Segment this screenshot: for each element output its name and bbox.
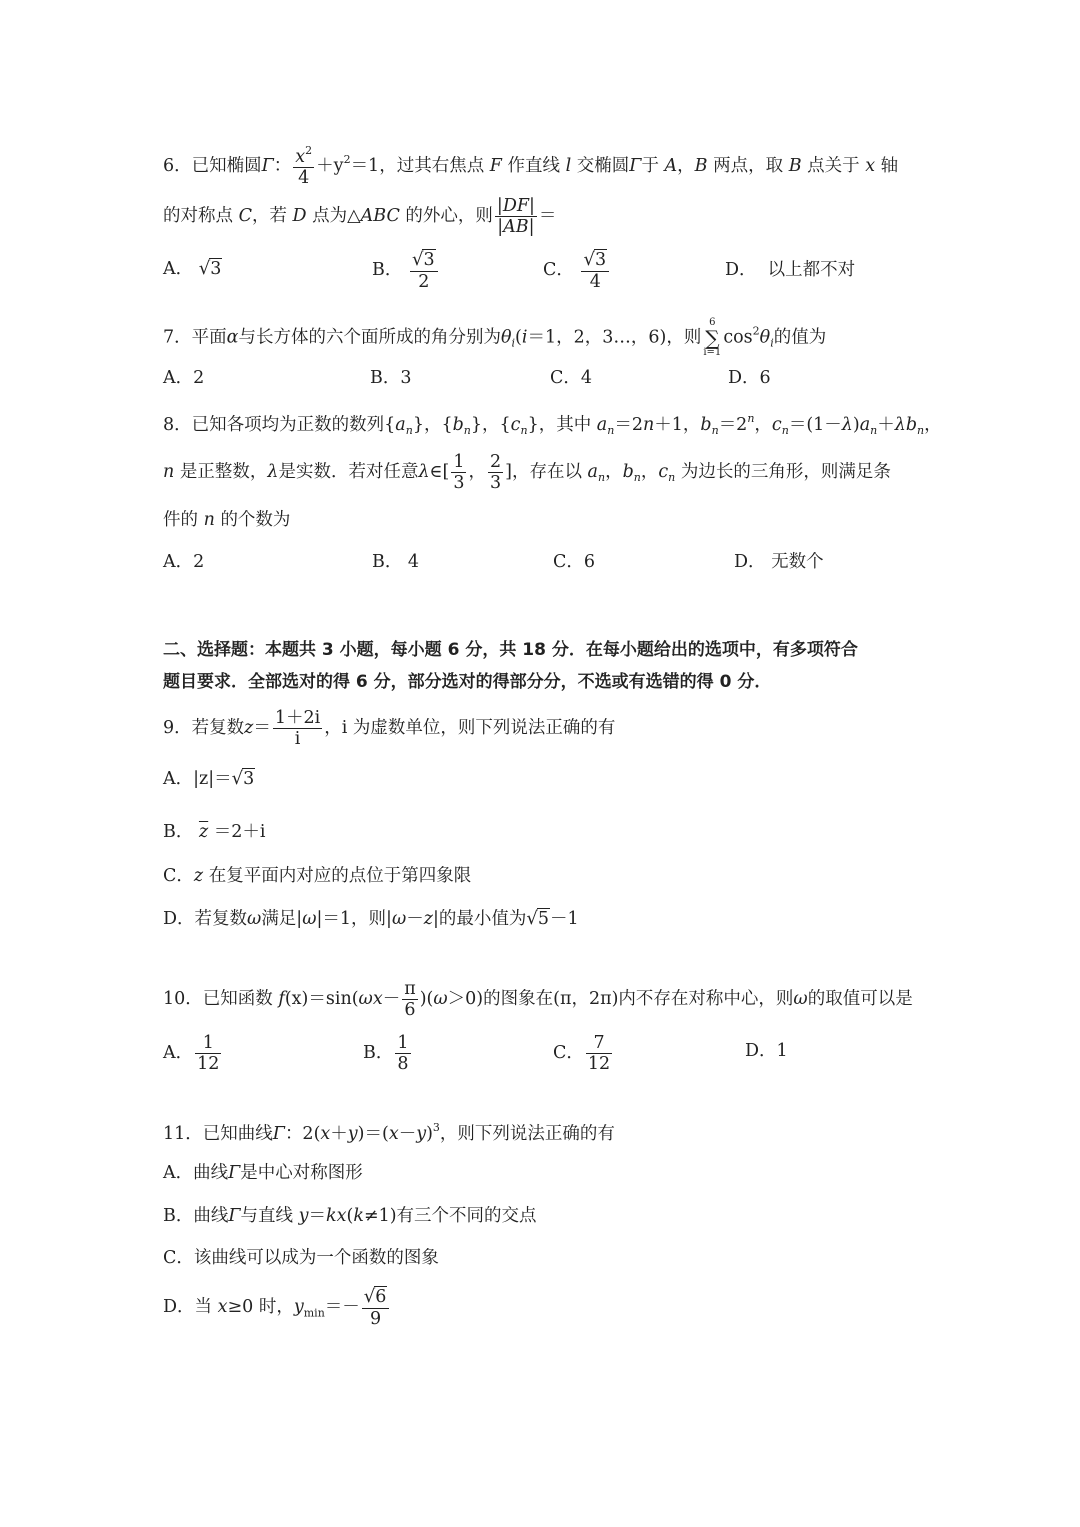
q10-t4: 的取值可以是 [807,989,913,1010]
q7-paren: ( [515,327,522,348]
q9-num: 1＋2i [274,708,321,728]
q6-text3: 交椭圆 [576,156,630,177]
q9-z2: z [193,866,204,886]
q11-d-radicand: 6 [375,1287,387,1307]
omega-symbol-2: ω [302,909,317,929]
q6-b-den: 2 [418,271,430,292]
q6-l2-text1: 的对称点 [163,206,233,227]
q8-c: c [510,415,521,435]
q11-t3: ) [426,1124,433,1144]
q6-b-label: B． [372,260,403,281]
lambda-symbol-3: λ [267,462,279,483]
q8-l3-text1: 件的 [163,510,198,530]
lambda-symbol-4: λ [418,462,430,483]
q10-c-den: 12 [587,1054,611,1075]
q9-d-label: D．若复数 [163,909,248,929]
q6-a-radicand: 3 [210,259,222,279]
q6-B: B [694,156,708,177]
q8-sub8: n [917,424,925,437]
omega-symbol: ω [247,909,262,929]
gamma-symbol: Γ [261,156,274,177]
q11-t4: ，则下列说法正确的有 [439,1124,615,1144]
q9-option-b [163,824,266,842]
q8-frac1 [451,452,466,493]
q8-a4: a [587,462,598,483]
q11-d-fraction: $\frac{√6}{9}$ [362,1287,390,1329]
q7-sub-i: i [511,336,516,350]
omega-symbol-3: ω [391,909,407,929]
q8-f2n: 2 [489,452,502,472]
q11-kx: kx [326,1206,347,1226]
q6-C: C [238,206,252,227]
q6-text5: 两点，取 [713,156,784,177]
q9-text1: ，i 为虚数单位，则下列说法正确的有 [324,718,616,739]
q6-text1: ＝1，过其右焦点 [350,156,485,177]
q10-b-num: 1 [397,1033,409,1053]
q9-option-c [163,868,471,886]
q6-x: x [295,147,306,167]
q9-fraction [273,708,322,749]
q11-b1: B．曲线 [163,1206,229,1226]
q10-b-label: B． [363,1042,394,1063]
q9-z: z [244,718,254,739]
q11-b2: 与直线 [240,1206,294,1226]
gamma-symbol-q11b: Γ [228,1206,241,1226]
q11-d3: ＝－ [324,1297,360,1318]
q7-i: i [521,327,528,348]
q7-text2: ＝1，2，3…，6)，则 [527,327,702,348]
q6-number: 6．已知椭圆 [163,156,262,177]
q8-sub: n [405,424,413,437]
q8-sub4: n [607,424,615,437]
theta-symbol: θ [500,327,512,348]
q10-t3: ＞0)的图象在(π，2π)内不存在对称中心，则 [447,989,794,1010]
q8-sub3: n [520,424,528,437]
q7-line1: 7．平面α与长方体的六个面所成的角分别为$\theta_i(i=1$，2，3…，6)，则 6 ∑ i=1 $\cos^2\theta_i$的值为 [163,317,827,358]
q8-in: ∈[ [429,462,450,483]
q8-sub10: n [633,471,641,485]
q9-c-text: 在复平面内对应的点位于第四象限 [208,866,472,886]
q7-option-b: B．3 [370,368,412,388]
q11-plus: ＋ [330,1124,348,1144]
q10-pi: π [404,979,416,999]
q9-option-d: D．若复数ω满足|ω|＝1，则|ω－z|的最小值为√5－1 [163,908,579,929]
q8-close: ]，存在以 [505,462,582,483]
q11-t2: )＝( [357,1124,389,1144]
q6-a-sqrt: √3 [198,258,222,279]
omega-symbol-q10: ω [358,989,373,1010]
q9-b-label: B． [163,822,194,842]
q6-ratio-fraction [495,196,537,237]
q6-plus-y: ＋y [316,156,344,177]
lambda-symbol: λ [841,415,853,435]
q6-text6: 点关于 [807,156,860,177]
q6-option-d [725,262,855,280]
q10-number: 10．已知函数 [163,989,273,1010]
q11-d1: D．当 [163,1297,213,1318]
q9-d-t3: － [406,909,424,929]
q6-c-radicand: 3 [594,250,607,270]
q8-eqa2: ＋1， [654,415,701,435]
q8-eqc: ＝(1－ [788,415,842,435]
q6-l2-text4: 的外心，则 [405,206,493,227]
q10-option-b [363,1033,413,1074]
q8-line3 [163,512,290,530]
q7-text3: 的值为 [773,327,827,348]
q8-line2: n 是正整数，λ是实数．若对任意λ∈[ $\frac{1}{3}$ ， $\frac{2}{3}$ ]，存在以 $a_n$，$b_n$，$c_n$ 为边长的三角形，则满足条 [163,452,891,494]
q8-eqa: ＝2 [614,415,643,435]
q8-n3: n [203,510,215,530]
q11-b5: ≠1)有三个不同的交点 [363,1206,537,1226]
q6-DF: |DF| [496,196,535,216]
q6-F: F [489,156,502,177]
q11-x: x [320,1124,331,1144]
q9-d-t5: －1 [549,909,579,929]
q8-l2-text1: 是正整数， [179,462,268,483]
q7-cos: cos [723,327,753,348]
q7-sub-i2: i [770,336,774,350]
q8-l2-text3: 为边长的三角形，则满足条 [680,462,891,483]
q11-a2: 是中心对称图形 [240,1163,363,1183]
gamma-symbol-2: Γ [629,156,642,177]
q9-eq: ＝ [253,718,271,739]
q11-option-b [163,1208,537,1226]
q6-l2-text2: ，若 [251,206,287,227]
q8-c3: c [658,462,669,483]
q6-eq: ＝ [538,206,557,227]
q6-text7: 轴 [880,156,899,177]
q10-option-c [553,1033,614,1074]
q7-option-c: C．4 [550,368,593,388]
omega-symbol-q10b: ω [433,989,448,1010]
q11-b-y: y [298,1206,309,1226]
q8-b4: b [622,462,634,483]
q11-d-y: y [293,1297,304,1318]
q6-c-label: C． [543,260,574,281]
q6-option-a [163,260,222,279]
q8-b3: b [905,415,918,435]
section2-heading-line1: 二、选择题：本题共 3 小题，每小题 6 分，共 18 分．在每小题给出的选项中，有多项符合 [163,640,858,660]
q6-B2: B [788,156,802,177]
q6-b-fraction: $\frac{√3}{2}$ [410,250,438,292]
q6-ABC: ABC [360,206,400,227]
q8-sub6: n [781,424,789,437]
q8-a: a [395,415,406,435]
q8-b: b [452,415,464,435]
q10-line1 [163,979,913,1020]
lambda-symbol-2: λ [894,415,906,435]
q11-d2: ≥0 时， [227,1297,294,1318]
q8-n: n [642,415,655,435]
q9-d-t2: |＝1，则| [316,909,392,929]
sum-bottom: i=1 [703,347,722,358]
q6-d-label: D． [725,260,757,280]
q9-den: i [294,729,301,750]
q8-exp-n: n [747,412,755,425]
q10-option-d: D．1 [745,1041,788,1061]
q8-comma2: ， [924,415,942,435]
q8-number: 8．已知各项均为正数的数列{ [163,415,396,435]
q9-d-t4: |的最小值为 [432,909,527,929]
q9-number: 9．若复数 [163,718,245,739]
q8-comma: ， [754,415,772,435]
q6-denominator: 4 [298,168,310,189]
q8-comma3: ， [605,462,623,483]
q11-d-den: 9 [370,1308,382,1329]
q10-six: 6 [404,1000,416,1021]
q8-option-c: C．6 [553,552,596,572]
q8-n2: n [163,462,175,483]
q8-sub5: n [711,424,719,437]
q10-a-label: A． [163,1042,194,1063]
q8-l2-text2: 是实数．若对任意 [278,462,419,483]
q8-f1d: 3 [453,473,465,494]
q10-option-a [163,1033,223,1074]
q8-b2: b [700,415,712,435]
q10-c-label: C． [553,1042,584,1063]
q6-line1 [163,145,898,188]
q11-y: y [347,1124,358,1144]
q11-b4: ( [346,1206,354,1226]
alpha-symbol: α [226,327,239,348]
q9-a-radicand: 3 [243,769,255,789]
q9-d-t1: 满足| [261,909,303,929]
q8-f1n: 1 [453,452,465,472]
q6-ellipse-fraction [293,145,314,188]
q11-ymin: min [303,1306,325,1320]
q8-a3: a [859,415,871,435]
q10-t2: )( [419,989,434,1010]
q6-y-exp: 2 [343,153,351,167]
q11-t1: ：2( [284,1124,321,1144]
q6-comma: ， [677,156,695,177]
q9-z3: z [423,909,433,929]
q11-number: 11．已知曲线 [163,1124,273,1144]
q10-minus: － [382,989,401,1010]
q6-b-radicand: 3 [423,250,435,270]
q7-option-a: A．2 [163,368,205,388]
q8-text3: }，其中 [527,415,592,435]
q10-t1: (x)＝sin( [284,989,359,1010]
q6-x-axis: x [865,156,876,177]
q6-text2: 作直线 [507,156,561,177]
q8-paren: ) [852,415,860,435]
q11-d-x: x [217,1297,228,1318]
q10-a-den: 12 [197,1054,220,1075]
section2-heading-line2: 题目要求．全部选对的得 6 分，部分选对的得部分分，不选或有选错的得 0 分． [163,672,772,692]
omega-symbol-q10c: ω [793,989,808,1010]
q6-AB: |AB| [497,217,535,238]
q7-option-d: D．6 [728,368,771,388]
q6-option-c [543,250,611,292]
q7-number: 7．平面 [163,327,227,348]
q11-option-c: C．该曲线可以成为一个函数的图象 [163,1248,439,1268]
q11-y2: y [416,1124,427,1144]
q6-option-b [372,250,440,292]
q10-pi-fraction [402,979,418,1020]
q9-c-label: C． [163,866,194,886]
q10-x: x [372,989,383,1010]
q8-text2: }，{ [470,415,511,435]
q10-a-num: 1 [195,1033,221,1054]
q6-colon: ： [273,156,292,177]
q9-a-text: A．|z|＝ [163,769,232,789]
q11-exp3: 3 [432,1121,440,1134]
q6-exp2: 2 [305,144,313,157]
q7-text1: 与长方体的六个面所成的角分别为 [238,327,501,348]
q8-a2: a [596,415,608,435]
q10-b-den: 8 [397,1054,409,1075]
q8-frac2 [488,452,503,493]
q6-d-text: 以上都不对 [767,260,856,280]
q11-k: k [353,1206,364,1226]
q8-sub2: n [463,424,471,437]
q9-b-text: ＝2＋i [213,822,266,842]
sum-top: 6 [709,317,716,328]
q11-line1 [163,1122,615,1144]
q9-option-a: A．|z|＝√3 [163,768,255,789]
q8-sub7: n [870,424,878,437]
q9-d-radicand: 5 [537,909,549,929]
q8-option-b: B． 4 [372,552,420,572]
q8-sub11: n [668,471,676,485]
sum-operator: 6 ∑ i=1 [703,317,722,358]
q10-c-num: 7 [586,1033,612,1054]
q8-eqb: ＝2 [718,415,748,435]
gamma-symbol-q11: Γ [272,1124,285,1144]
q11-option-d [163,1287,391,1329]
q8-l3-text2: 的个数为 [220,510,291,530]
gamma-symbol-q11a: Γ [228,1163,241,1183]
q6-D: D [292,206,307,227]
theta-symbol-2: θ [759,327,771,348]
q11-minus: － [398,1124,417,1144]
q6-l2-text3: 点为△ [312,206,361,227]
q6-line2 [163,196,556,237]
q6-a-label: A． [163,259,194,279]
q9-z-bar: $\overline{z}$ [198,822,209,842]
q6-text4: 于 [641,156,659,177]
q9-line1 [163,708,615,749]
q8-c2: c [771,415,782,435]
q8-sub9: n [597,471,606,485]
q8-line1 [163,413,942,436]
q8-plus: ＋ [877,415,895,435]
q11-a1: A．曲线 [163,1163,229,1183]
q6-c-den: 4 [589,271,601,292]
q8-f2d: 3 [489,473,502,494]
q8-option-d: D． 无数个 [734,552,824,572]
q8-text1: }，{ [412,415,453,435]
q11-option-a [163,1165,363,1183]
q8-option-a: A．2 [163,552,205,572]
q11-b3: ＝ [308,1206,326,1226]
q6-c-fraction: $\frac{√3}{4}$ [581,250,609,292]
q6-A: A [664,156,678,177]
q10-f: f [278,989,285,1010]
q8-comma4: ， [640,462,659,483]
q11-x2: x [388,1124,399,1144]
q6-l: l [565,156,572,177]
